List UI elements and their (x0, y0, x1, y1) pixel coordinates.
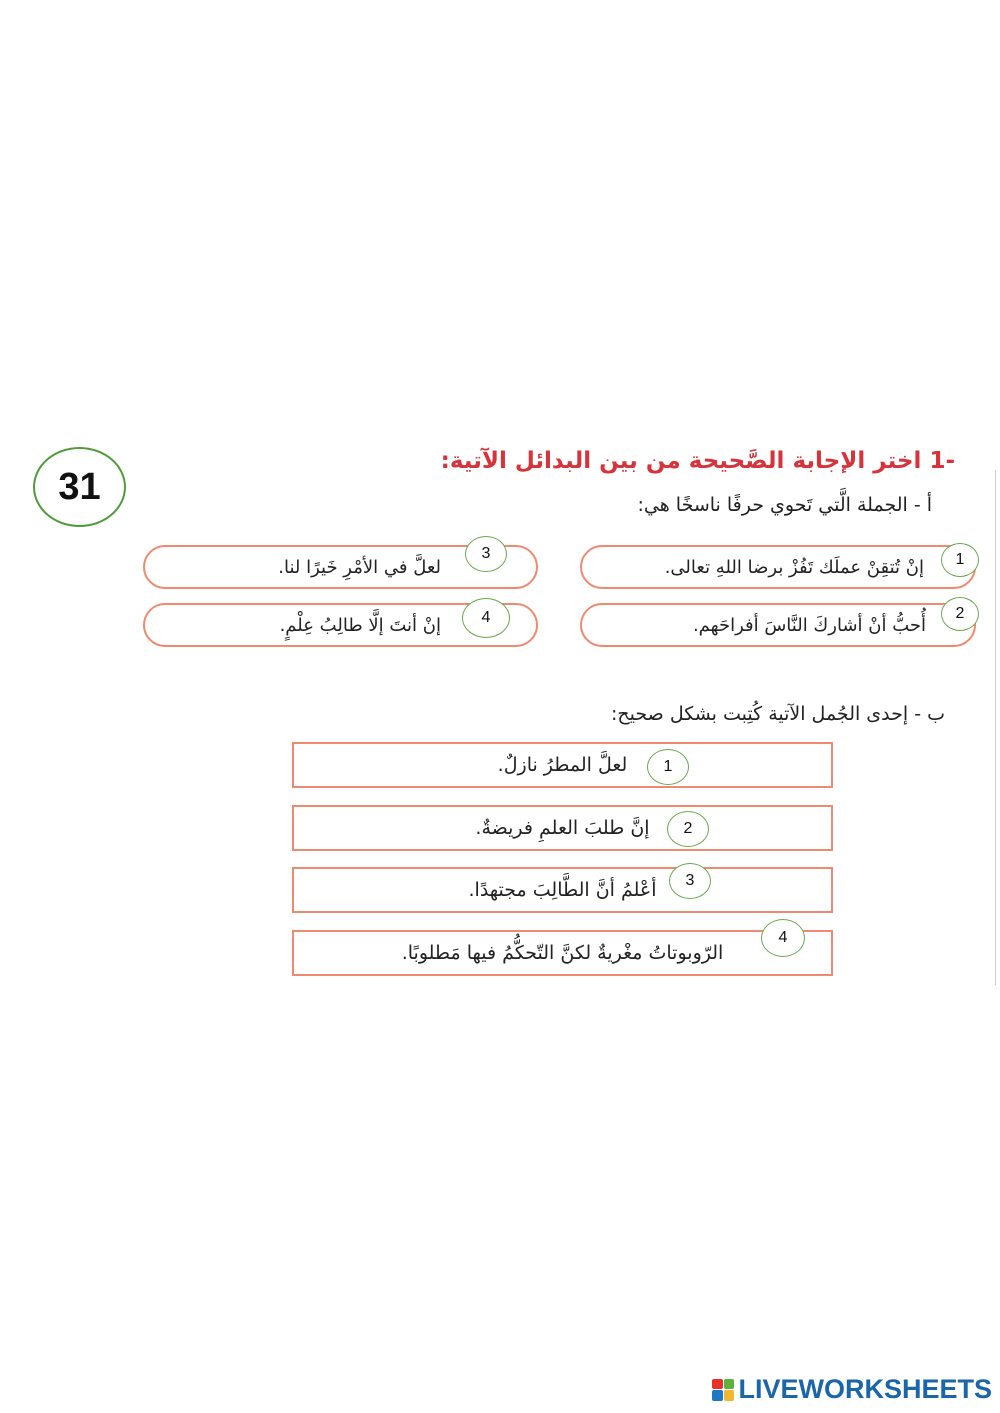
option-number-circle[interactable]: 3 (669, 863, 711, 899)
option-text: أعْلمُ أنَّ الطَّالِبَ مجتهدًا. (468, 879, 657, 901)
option-number-circle[interactable]: 4 (462, 598, 510, 638)
option-text: لعلَّ في الأمْرِ خَيرًا لنا. (278, 556, 441, 578)
option-text: إنَّ طلبَ العلمِ فريضةٌ. (475, 817, 650, 839)
part-a-option-1[interactable] (580, 545, 976, 589)
liveworksheets-logo[interactable] (712, 1374, 992, 1405)
scan-edge-line (995, 470, 996, 985)
option-number-circle[interactable]: 4 (761, 919, 805, 957)
option-text: الرّوبوتاتُ مغْريةٌ لكنَّ التّحكُّمُ فيها مَطلوبًا. (401, 942, 724, 964)
part-b-option-3[interactable] (292, 867, 833, 913)
brand-name: LIVEWORKSHEETS (738, 1374, 992, 1404)
part-b-option-4[interactable] (292, 930, 833, 976)
question-title: -1 اختر الإجابة الصَّحيحة من بين البدائل الآتية: (440, 448, 955, 474)
option-text: إنْ تُتقِنْ عملَك تَفُزْ برضا اللهِ تعالى. (664, 556, 924, 578)
option-number-circle[interactable]: 2 (941, 597, 979, 631)
option-text: إنْ أنتَ إلَّا طالِبُ عِلْمٍ. (279, 614, 441, 636)
part-b-option-2[interactable] (292, 805, 833, 851)
option-text: أُحبُّ أنْ أشاركَ النَّاسَ أفراحَهم. (692, 614, 926, 636)
part-b-option-1[interactable] (292, 742, 833, 788)
option-number-circle[interactable]: 3 (465, 536, 507, 572)
liveworksheets-logo-icon (712, 1379, 734, 1401)
part-b-prompt: ب - إحدى الجُمل الآتية كُتِبت بشكل صحيح: (610, 703, 945, 725)
option-number-circle[interactable]: 2 (667, 811, 709, 847)
option-number-circle[interactable]: 1 (647, 749, 689, 785)
option-number-circle[interactable]: 1 (941, 543, 979, 577)
part-a-prompt: أ - الجملة الَّتي تَحوي حرفًا ناسخًا هي: (637, 494, 932, 516)
option-text: لعلَّ المطرُ نازلٌ. (497, 754, 628, 776)
part-a-option-2[interactable] (580, 603, 976, 647)
page-number: 31 (58, 465, 101, 508)
page-number-circle (33, 447, 126, 527)
